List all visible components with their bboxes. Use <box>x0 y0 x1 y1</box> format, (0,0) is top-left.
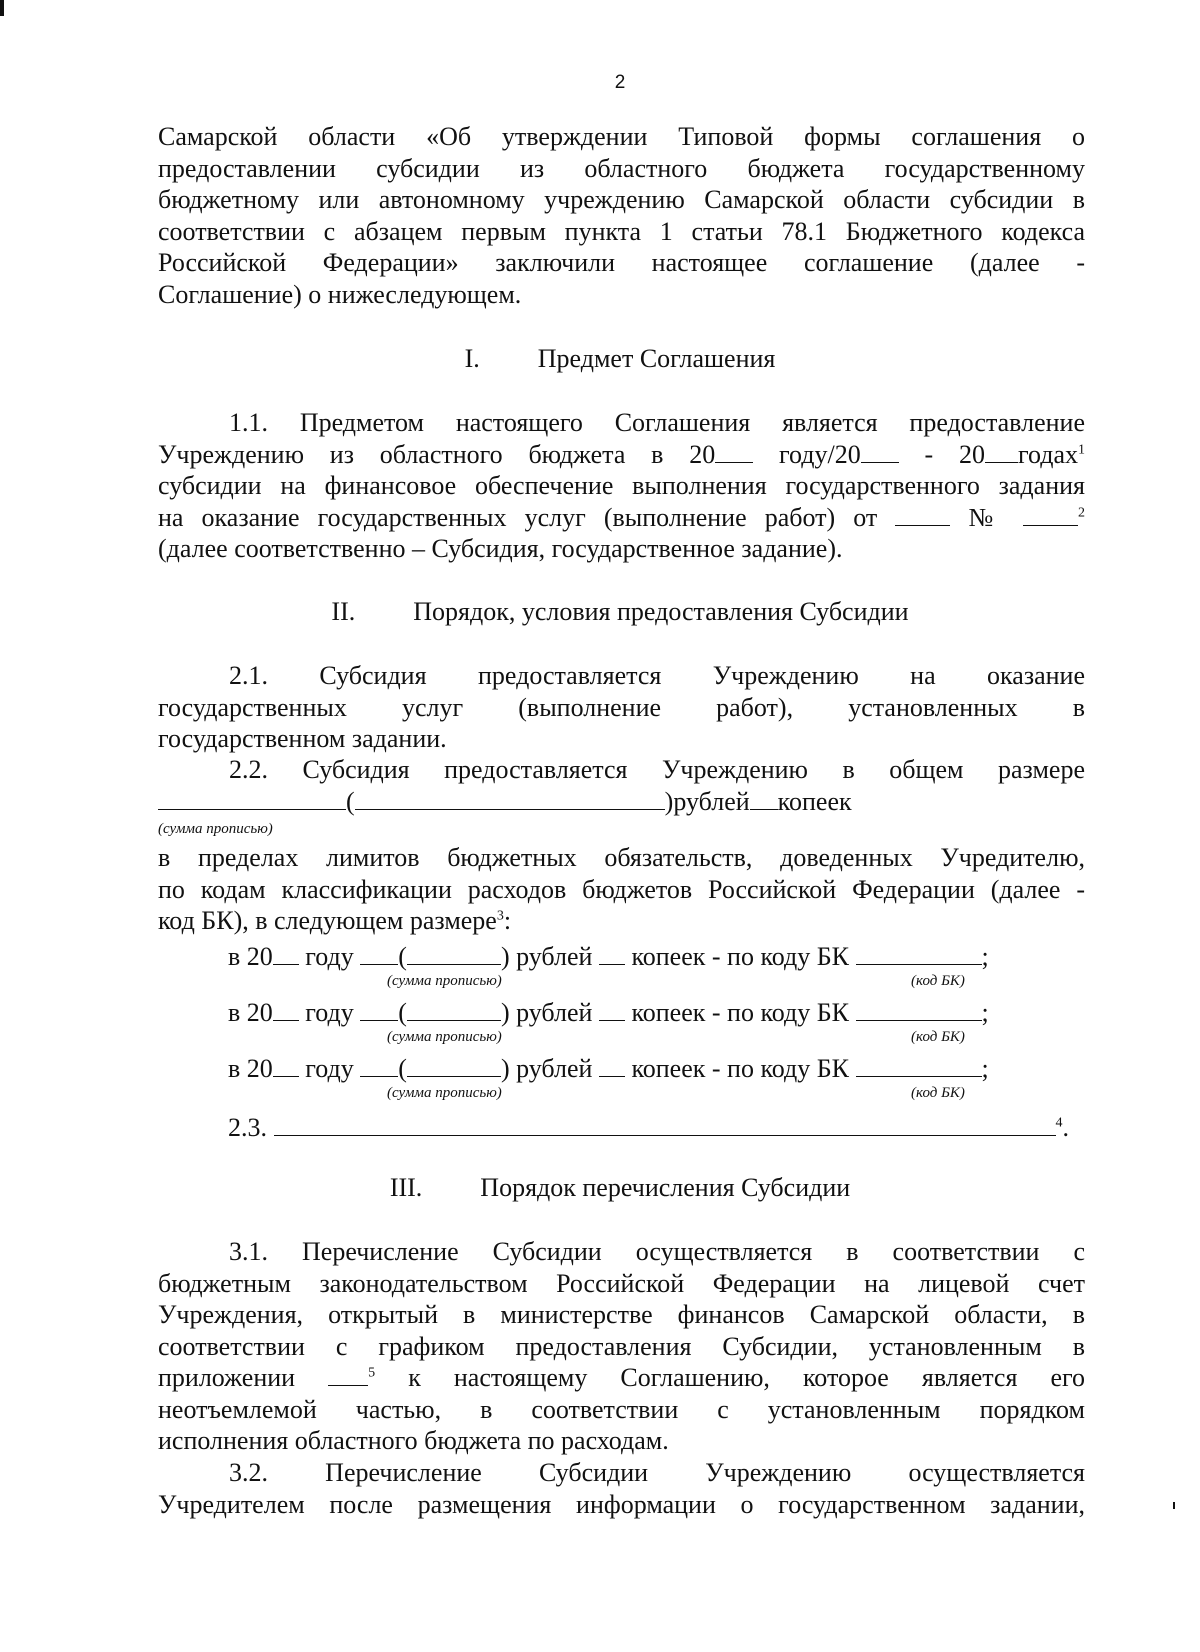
text-line: субсидии на финансовое обеспечение выполнения государственного задания <box>158 471 1085 500</box>
text-line: неотъемлемой частью, в соответствии с установленным порядком <box>158 1394 1085 1424</box>
section-number: II. <box>331 597 356 626</box>
caption-bk-code: (код БК) <box>911 973 965 989</box>
text-line: Российской Федерации» заключили настоящее соглашение (далее - <box>158 248 1085 277</box>
caption-sum-in-words: (сумма прописью) <box>387 1029 502 1045</box>
text-line: государственных услуг (выполнение работ), установленных в <box>158 692 1085 722</box>
clause-2-3: 2.3. $^4$. <box>228 1113 1069 1142</box>
footnote-5: 5 <box>368 1365 376 1381</box>
text-line: 2.1. Субсидия предоставляется Учреждению на оказание <box>229 661 1085 690</box>
text-line: исполнения областного бюджета по расходам. <box>158 1426 669 1455</box>
scan-mark <box>1173 1502 1175 1509</box>
text-line: приложении $^5$ к настоящему Соглашению, которое является его <box>158 1363 1086 1392</box>
text-line: Самарской области «Об утверждении Типовой формы соглашения о <box>158 122 1085 151</box>
section-3-heading <box>0 1172 1200 1204</box>
caption-sum-in-words: (сумма прописью) <box>387 973 502 989</box>
text-line: Учреждения, открытый в министерстве финансов Самарской области, в <box>158 1300 1085 1329</box>
text-line: Учредителем после размещения информации о государственном задании, <box>158 1489 1085 1519</box>
section-number: III. <box>389 1173 423 1202</box>
text-line: 3.1. Перечисление Субсидии осуществляется в соответствии с <box>229 1237 1085 1266</box>
text-line: бюджетным законодательством Российской Федерации на лицевой счет <box>158 1268 1085 1298</box>
intro-paragraph <box>158 121 1085 310</box>
section-1-heading <box>0 343 1200 375</box>
text-line: соответствии с абзацем первым пункта 1 статьи 78.1 Бюджетного кодекса <box>158 216 1085 246</box>
footnote-4: 4 <box>1055 1115 1063 1131</box>
year-row: в 20 году ( ) рублей копеек - по коду БК ; <box>228 1054 989 1083</box>
clause-2-2-continued <box>158 842 1085 937</box>
text-line: код БК), в следующем размере$^3$: <box>158 906 512 935</box>
caption-bk-code: (код БК) <box>911 1029 965 1045</box>
clause-3-1 <box>158 1236 1085 1457</box>
text-line: на оказание государственных услуг (выполнение работ) от № $^2$ <box>158 502 1086 532</box>
footnote-1: 1 <box>1078 441 1085 457</box>
section-number: I. <box>464 344 480 373</box>
text-line: соответствии с графиком предоставления Субсидии, установленным в <box>158 1331 1085 1361</box>
text-line: 2.2. Субсидия предоставляется Учреждению в общем размере <box>229 755 1085 784</box>
caption-sum-in-words: (сумма прописью) <box>158 821 273 837</box>
text-line: государственном задании. <box>158 724 447 753</box>
text-line: в пределах лимитов бюджетных обязательств, доведенных Учредителю, <box>158 843 1085 872</box>
amount-line: ( )рублей копеек <box>158 786 1085 818</box>
text-line: (далее соответственно – Субсидия, государственное задание). <box>158 534 843 563</box>
year-row: в 20 году ( ) рублей копеек - по коду БК ; <box>228 942 989 971</box>
footnote-3: 3 <box>496 908 504 924</box>
text-line: предоставлении субсидии из областного бюджета государственному <box>158 153 1085 183</box>
section-2-heading <box>0 596 1200 628</box>
text-line: бюджетному или автономному учреждению Самарской области субсидии в <box>158 185 1085 214</box>
text-line: Учреждению из областного бюджета в 20 году/20 - 20 годах$^1$ <box>158 439 1085 469</box>
caption-bk-code: (код БК) <box>911 1085 965 1101</box>
text-line: Соглашение) о нижеследующем. <box>158 279 522 309</box>
page-number: 2 <box>614 72 626 93</box>
clause-2-1 <box>158 660 1085 755</box>
clause-2-2 <box>158 754 1085 817</box>
text-line: 3.2. Перечисление Субсидии Учреждению осуществляется <box>229 1458 1085 1487</box>
caption-sum-in-words: (сумма прописью) <box>387 1085 502 1101</box>
text-line: 1.1. Предметом настоящего Соглашения является предоставление <box>229 408 1085 437</box>
scan-mark <box>0 0 4 16</box>
clause-3-2 <box>158 1457 1085 1520</box>
clause-1-1 <box>158 407 1085 565</box>
section-title: Порядок, условия предоставления Субсидии <box>413 597 909 626</box>
section-title: Порядок перечисления Субсидии <box>480 1173 851 1202</box>
footnote-2: 2 <box>1078 504 1086 520</box>
year-row: в 20 году ( ) рублей копеек - по коду БК ; <box>228 998 989 1027</box>
section-title: Предмет Соглашения <box>537 344 776 373</box>
text-line: по кодам классификации расходов бюджетов Российской Федерации (далее - <box>158 874 1085 904</box>
